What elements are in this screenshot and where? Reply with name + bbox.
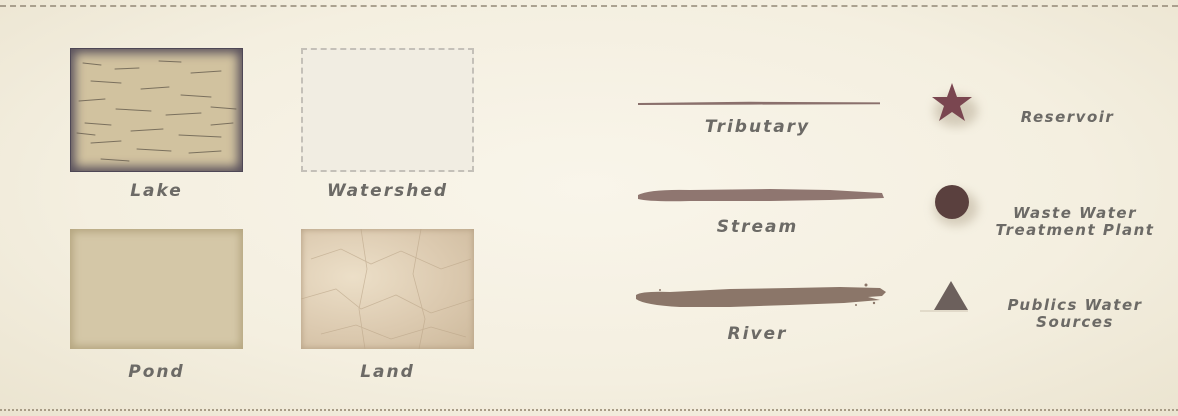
stream-label: Stream <box>716 217 799 237</box>
public-water-label-line1: Publics Water <box>1007 296 1143 314</box>
land-texture-icon <box>301 229 474 349</box>
stream-line <box>638 189 884 201</box>
circle-icon <box>920 172 990 242</box>
pond-swatch <box>70 229 243 349</box>
tributary-label: Tributary <box>704 117 811 137</box>
lake-swatch <box>70 48 243 172</box>
lake-texture-icon <box>71 49 243 172</box>
star-icon <box>918 75 988 135</box>
triangle-icon <box>918 278 978 318</box>
lake-label: Lake <box>130 181 183 201</box>
river-label: River <box>727 324 788 344</box>
pond-label: Pond <box>128 362 185 382</box>
tributary-line <box>638 102 880 105</box>
watershed-swatch <box>301 48 474 172</box>
dotted-bottom-edge <box>0 409 1178 411</box>
reservoir-label: Reservoir <box>1020 108 1115 126</box>
watershed-label: Watershed <box>326 181 449 201</box>
wastewater-label-line1: Waste Water <box>1012 204 1138 222</box>
land-label: Land <box>360 362 415 382</box>
river-line <box>636 287 886 307</box>
wastewater-label-line2: Treatment Plant <box>995 221 1155 239</box>
land-swatch <box>301 229 474 349</box>
public-water-label-line2: Sources <box>1036 313 1114 331</box>
torn-top-edge <box>0 0 1178 7</box>
